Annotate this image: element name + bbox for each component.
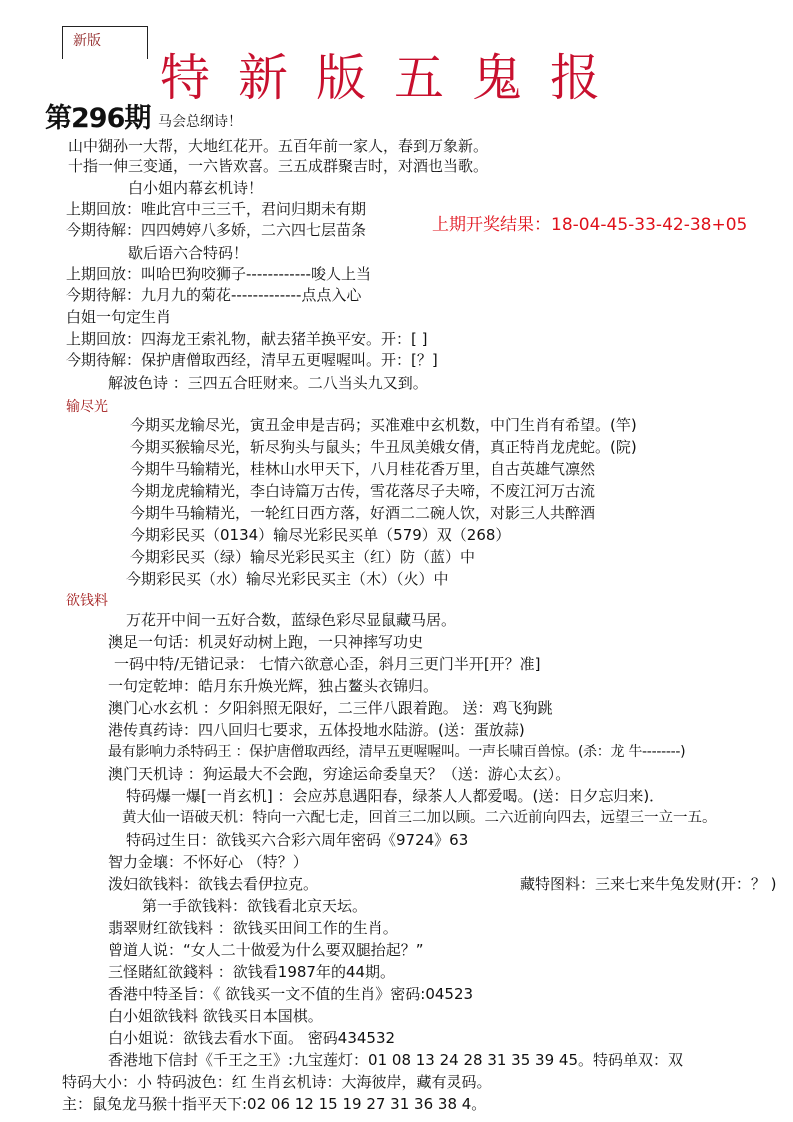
yuqianliao-line: 黄大仙一语破天机：特向一六配七走，回首三二加以顾。二六近前向四去，远望三一立一五。: [122, 810, 717, 826]
yuqianliao-line: 港传真药诗：四八回归七要求，五体投地水陆游。(送：蛋放蒜): [108, 721, 525, 739]
issue-number: 第296期: [45, 103, 151, 134]
yuqianliao-line: 泼妇欲钱料：欲钱去看伊拉克。: [108, 875, 319, 893]
yuqianliao-line: 主：鼠兔龙马猴十指平天下:02 06 12 15 19 27 31 36 38 4。: [62, 1095, 487, 1113]
wave-poem: 解波色诗 ：三四五合旺财来。二八当头九又到。: [108, 374, 428, 392]
shujinguang-line: 今期彩民买（绿）输尽光彩民买主（红）防（蓝）中: [130, 548, 476, 566]
xiehouyu-title: 歇后语六合特码！: [128, 244, 249, 262]
baijie-title: 白姐一句定生肖: [66, 308, 172, 326]
yuqianliao-line: 特码过生日：欲钱买六合彩六周年密码《9724》63: [126, 831, 469, 849]
yuqianliao-line: 翡翠财红欲钱料 ：欲钱买田间工作的生肖。: [108, 919, 398, 937]
yuqianliao-line: 澳门天机诗 ：狗运最大不会跑，穷途运命委皇天？（送：游心太玄）。: [108, 765, 571, 783]
edition-badge-label: 新版: [73, 33, 101, 49]
baijie-curr: 今期待解：保护唐僧取西经，清早五更喔喔叫。开：[？]: [66, 351, 438, 369]
baixiaojie-curr: 今期待解：四四娉婷八多娇，二六四七层苗条: [66, 221, 367, 239]
yuqianliao-line: 特码爆一爆[一肖玄机] ：会应苏息遇阳春，绿茶人人都爱喝。(送：日夕忘归来)．: [126, 787, 665, 805]
yuqianliao-line: 三怪賭紅欲錢料 ：欲钱看1987年的44期。: [108, 963, 396, 981]
yuqianliao-line: 白小姐说：欲钱去看水下面。 密码434532: [108, 1029, 396, 1047]
yuqianliao-line: 香港中特圣旨：《 欲钱买一文不值的生肖》密码:04523: [108, 985, 474, 1003]
yuqianliao-line: 最有影响力杀特码王 ：保护唐僧取西经，清早五更喔喔叫。一声长啸百兽惊。(杀：龙 牛--------): [108, 744, 686, 760]
yuqianliao-line: 澳门心水玄机 ：夕阳斜照无限好，二三伴八跟着跑。 送：鸡飞狗跳: [108, 699, 553, 717]
section-heading-yuqianliao: 欲钱料: [66, 593, 108, 609]
shujinguang-line: 今期买猴输尽光，斩尽狗头与鼠头；牛丑凤美娥女倩，真正特肖龙虎蛇。(院): [130, 438, 637, 456]
baijie-prev: 上期回放：四海龙王索礼物，献去猪羊换平安。开：[ ]: [66, 330, 428, 348]
hidden-picture-note: 藏特图料：三来七来牛兔发财(开：？ ): [520, 875, 777, 893]
poem-line-2: 十指一伸三变通，一六皆欢喜。三五成群聚吉时，对酒也当歌。: [68, 157, 489, 175]
yuqianliao-line: 特码大小：小 特码波色：红 生肖玄机诗：大海彼岸，藏有灵码。: [62, 1073, 492, 1091]
yuqianliao-line: 澳足一句话：机灵好动树上跑，一只神摔写功史: [108, 633, 424, 651]
shujinguang-line: 今期龙虎输精光，李白诗篇万古传，雪花落尽子夫啼，不废江河万古流: [130, 482, 596, 500]
baixiaojie-prev: 上期回放：唯此宫中三三千，君问归期未有期: [66, 200, 367, 218]
shujinguang-line: 今期彩民买（0134）输尽光彩民买单（579）双（268）: [130, 526, 511, 544]
yuqianliao-line: 白小姐欲钱料 欲钱买日本国棋。: [108, 1007, 323, 1025]
baixiaojie-clip: [66, 199, 393, 241]
edition-badge: [62, 26, 148, 59]
yuqianliao-line: 智力金壤：不怀好心 （特？）: [108, 853, 308, 871]
yuqianliao-line: 万花开中间一五好合数，蓝绿色彩尽显鼠藏马居。: [126, 611, 457, 629]
section-heading-shujinguang: 输尽光: [66, 399, 108, 415]
yuqianliao-line: 一码中特/无错记录： 七情六欲意心歪，斜月三更门半开[开？准]: [114, 655, 541, 673]
last-draw-result: 上期开奖结果：18-04-45-33-42-38+05: [432, 215, 748, 235]
subtitle: 马会总纲诗！: [158, 114, 242, 130]
baixiaojie-title: 白小姐内幕玄机诗！: [128, 179, 264, 197]
yuqianliao-line: 第一手欲钱料：欲钱看北京天坛。: [142, 897, 368, 915]
page-title: 特新版五鬼报: [160, 49, 628, 107]
yuqianliao-line: 曾道人说：“女人二十做爱为什么要双腿抬起？”: [108, 941, 424, 959]
shujinguang-line: 今期买龙输尽光，寅丑金申是吉码；买准难中玄机数，中门生肖有希望。(竿): [130, 416, 637, 434]
yuqianliao-line: 香港地下信封《千王之王》:九宝莲灯：01 08 13 24 28 31 35 39 45。特码单双：双: [108, 1051, 683, 1069]
xiehouyu-prev: 上期回放：叫哈巴狗咬狮子------------唆人上当: [66, 265, 371, 283]
shujinguang-line: 今期牛马输精光，桂林山水甲天下，八月桂花香万里，自古英雄气凛然: [130, 460, 596, 478]
xiehouyu-curr: 今期待解：九月九的菊花-------------点点入心: [66, 286, 362, 304]
shujinguang-line: 今期牛马输精光，一轮红日西方落，好酒二二碗人饮，对影三人共醉酒: [130, 504, 596, 522]
yuqianliao-line: 一句定乾坤：皓月东升焕光辉，独占鳌头衣锦归。: [108, 677, 439, 695]
shujinguang-line: 今期彩民买（水）输尽光彩民买主（木）（火）中: [126, 570, 449, 588]
poem-line-1: 山中猢孙一大帮，大地红花开。五百年前一家人，春到万象新。: [68, 137, 489, 155]
